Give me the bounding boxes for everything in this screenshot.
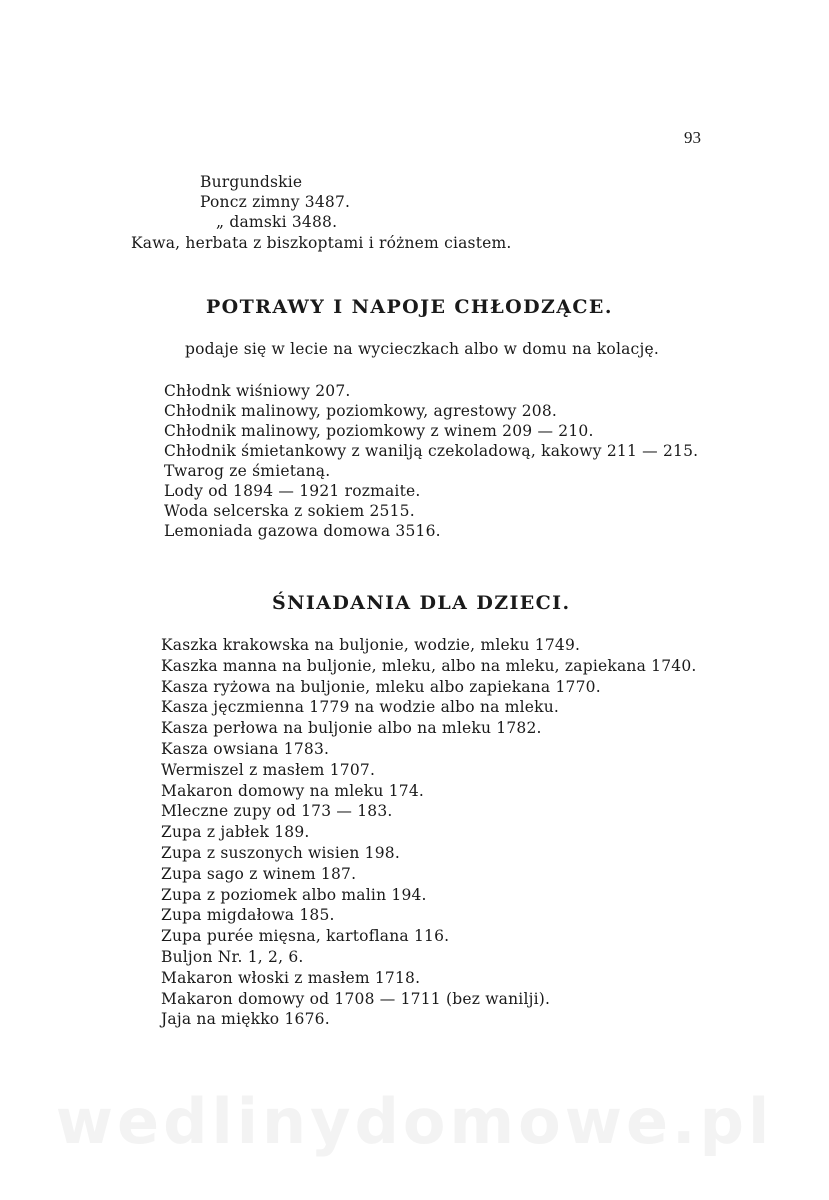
list-item: Wermiszel z masłem 1707.	[161, 760, 376, 779]
list-item: Kasza jęczmienna 1779 na wodzie albo na mleku.	[161, 698, 560, 717]
list-item: Kasza ryżowa na buljonie, mleku albo zapiekana 1770.	[161, 677, 601, 696]
page-number: 93	[684, 128, 701, 147]
list-item: Mleczne zupy od 173 — 183.	[161, 802, 393, 821]
list-item: Chłodnik malinowy, poziomkowy z winem 209 — 210.	[164, 422, 594, 440]
section-subtitle: podaje się w lecie na wycieczkach albo w domu na kolację.	[185, 340, 659, 358]
list-item: Makaron domowy na mleku 174.	[161, 781, 425, 800]
list-item: Jaja na miękko 1676.	[161, 1010, 330, 1029]
list-item: Kasza perłowa na buljonie albo na mleku 1782.	[161, 719, 542, 738]
list-item: Zupa z jabłek 189.	[161, 823, 310, 842]
intro-line-burgundskie: Burgundskie	[200, 173, 303, 191]
list-item: Buljon Nr. 1, 2, 6.	[161, 947, 304, 966]
intro-line-poncz-zimny: Poncz zimny 3487.	[200, 193, 351, 211]
list-item: Lody od 1894 — 1921 rozmaite.	[164, 482, 421, 500]
list-item: Woda selcerska z sokiem 2515.	[164, 502, 415, 520]
list-item: Chłodnik śmietankowy z wanilją czekoladową, kakowy 211 — 215.	[164, 442, 699, 460]
list-item: Kaszka krakowska na buljonie, wodzie, mleku 1749.	[161, 636, 581, 654]
list-item: Zupa z suszonych wisien 198.	[161, 843, 400, 862]
list-item: Zupa migdałowa 185.	[161, 906, 335, 925]
list-item: Zupa purée mięsna, kartoflana 116.	[161, 927, 450, 946]
list-item: Makaron włoski z masłem 1718.	[161, 968, 421, 987]
children-breakfast-list	[161, 635, 697, 1030]
list-item: Kasza owsiana 1783.	[161, 739, 330, 758]
list-item: Chłodnik malinowy, poziomkowy, agrestowy 208.	[164, 402, 558, 420]
section-heading-sniadania: ŚNIADANIA DLA DZIECI.	[272, 592, 571, 614]
list-item: Zupa z poziomek albo malin 194.	[161, 885, 427, 904]
section-heading-potrawy: POTRAWY I NAPOJE CHŁODZĄCE.	[206, 296, 613, 318]
list-item: Zupa sago z winem 187.	[161, 864, 357, 883]
list-item: Chłodnk wiśniowy 207.	[164, 382, 351, 400]
cold-dishes-list	[164, 381, 698, 541]
list-item: Twarog ze śmietaną.	[164, 462, 331, 480]
intro-line-poncz-damski: „ damski 3488.	[216, 213, 338, 231]
watermark: wedlinydomowe.pl	[55, 1085, 774, 1158]
list-item: Lemoniada gazowa domowa 3516.	[164, 522, 441, 540]
list-item: Kaszka manna na buljonie, mleku, albo na mleku, zapiekana 1740.	[161, 656, 697, 675]
intro-line-kawa: Kawa, herbata z biszkoptami i różnem ciastem.	[131, 234, 512, 252]
list-item: Makaron domowy od 1708 — 1711 (bez wanilji).	[161, 989, 551, 1008]
